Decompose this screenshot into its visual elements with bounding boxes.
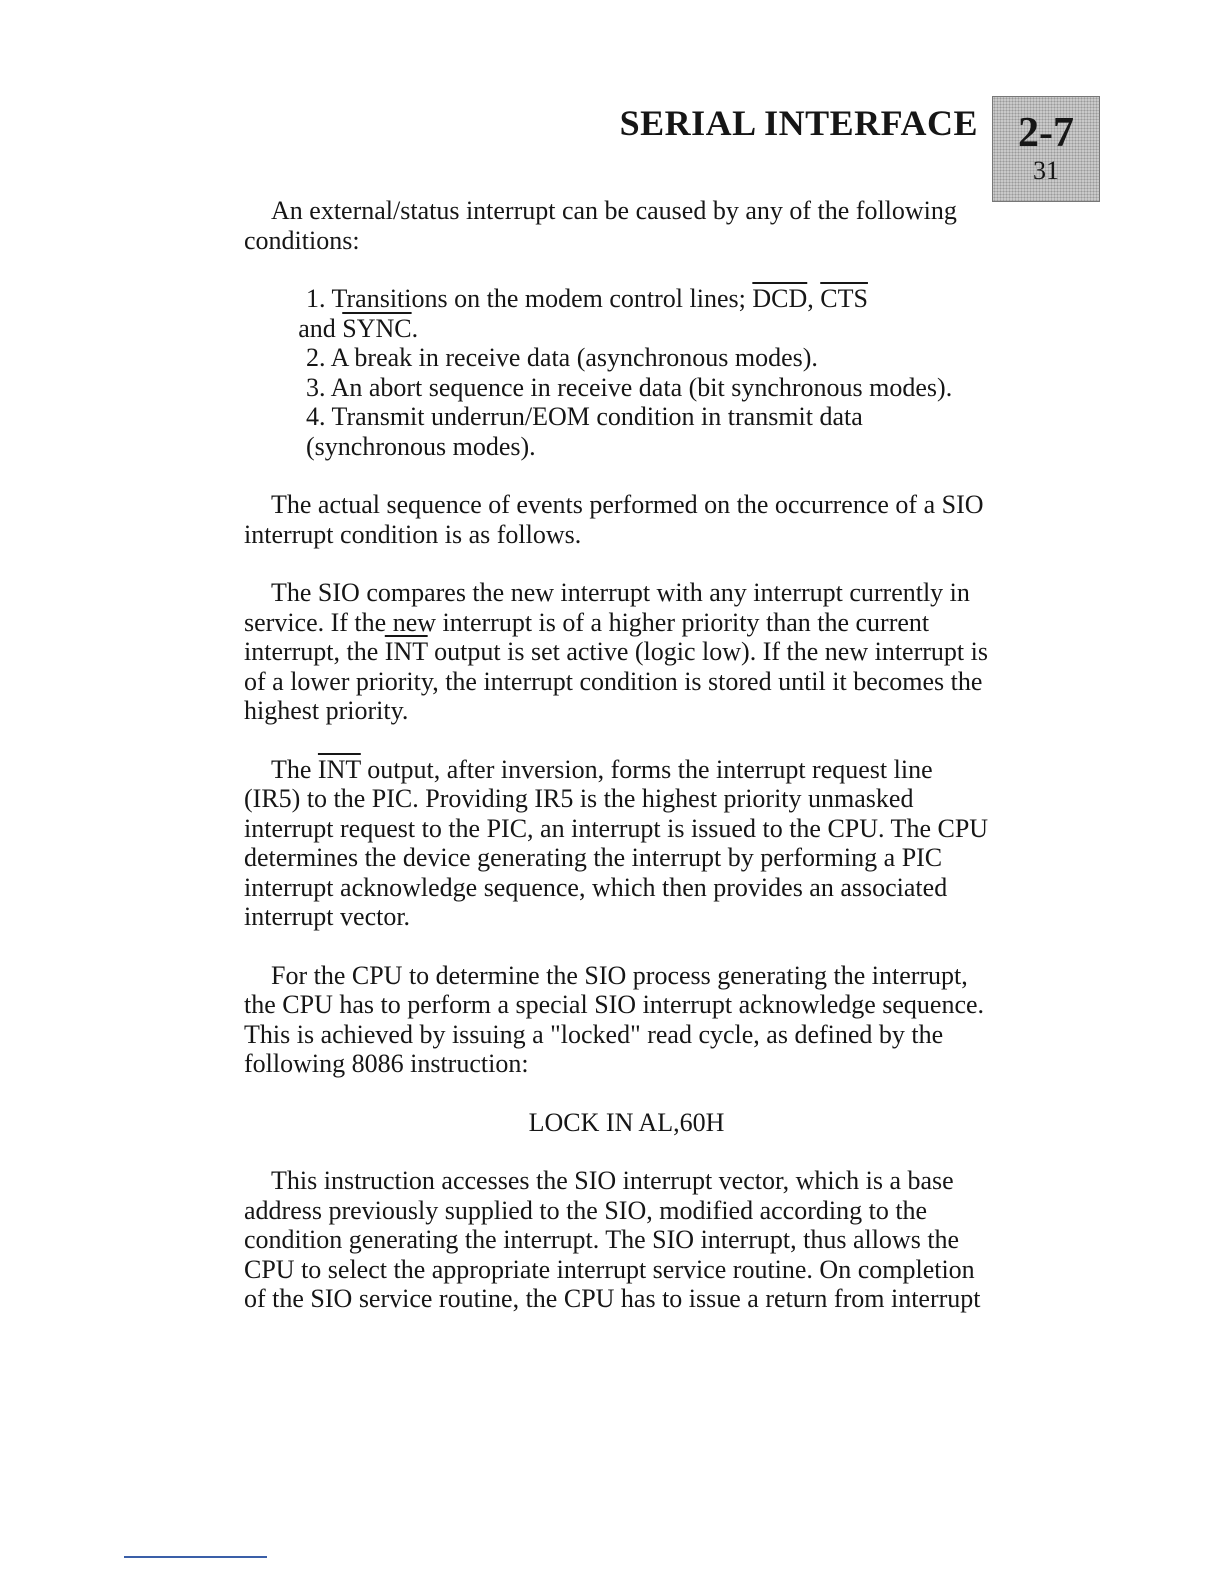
footer-rule bbox=[124, 1556, 267, 1558]
code-instruction: LOCK IN AL,60H bbox=[528, 1107, 725, 1137]
list-item: 2. A break in receive data (asynchronous modes). bbox=[306, 343, 818, 372]
cts-signal: $\overline{CTS}$ bbox=[820, 284, 868, 313]
list-item bbox=[298, 284, 989, 343]
list-item: 4. Transmit underrun/EOM condition in transmit data (synchronous modes). bbox=[306, 402, 863, 461]
sync-signal: SYNC bbox=[342, 313, 412, 343]
list-item: 3. An abort sequence in receive data (bit synchronous modes). bbox=[306, 372, 953, 402]
section-number: 2-7 bbox=[1018, 110, 1074, 156]
conditions-list bbox=[298, 284, 989, 461]
list-item-text: and bbox=[298, 313, 343, 343]
page-number: 31 bbox=[1033, 156, 1059, 185]
int-signal: $\overline{INT}$ bbox=[317, 754, 361, 784]
int-signal: $\overline{INT}$ bbox=[384, 637, 428, 666]
list-item-text: . bbox=[411, 313, 419, 343]
sequence-paragraph: The actual sequence of events performed on the occurrence of a SIO interrupt condition is as follows. bbox=[244, 490, 984, 549]
section-tab bbox=[992, 96, 1100, 202]
page-title: SERIAL INTERFACE bbox=[619, 103, 978, 143]
int-output-paragraph bbox=[244, 755, 989, 932]
dcd-signal: $\overline{DCD}$ bbox=[752, 284, 808, 313]
paragraph-text: output, after inversion, forms the interrupt request line (IR5) to the PIC. Providing IR5 is the highest priority unmasked interrupt request to the PIC, an interrupt is issued to the CPU. The CPU determines the device generating the interrupt by performing a PIC interrupt acknowledge sequence, which then provides an associated interrupt vector. bbox=[244, 754, 989, 931]
paragraph-text: The SIO compares the new interrupt with any interrupt currently in service. If the new interrupt is of a higher priority than the current interrupt, the bbox=[244, 578, 970, 666]
list-item-separator: , bbox=[807, 284, 821, 313]
compare-paragraph bbox=[244, 578, 989, 726]
body-text bbox=[244, 196, 989, 1343]
paragraph-text: The bbox=[271, 754, 318, 784]
cpu-acknowledge-paragraph: For the CPU to determine the SIO process generating the interrupt, the CPU has to perform a special SIO interrupt acknowledge sequence. This is achieved by issuing a "locked" read cycle, as defined by the following 8086 instruction: bbox=[244, 960, 985, 1078]
intro-paragraph: An external/status interrupt can be caused by any of the following conditions: bbox=[244, 196, 957, 255]
vector-paragraph: This instruction accesses the SIO interrupt vector, which is a base address previously supplied to the SIO, modified according to the condition generating the interrupt. The SIO interrupt, thus allows the CPU to select the appropriate interrupt service routine. On completion of the SIO service routine, the CPU has to issue a return from interrupt bbox=[244, 1166, 981, 1313]
paragraph-text: output is set active (logic low). If the new interrupt is of a lower priority, the interrupt condition is stored until it becomes the highest priority. bbox=[244, 637, 988, 725]
list-item-text: 1. Transitions on the modem control lines; bbox=[306, 284, 753, 313]
